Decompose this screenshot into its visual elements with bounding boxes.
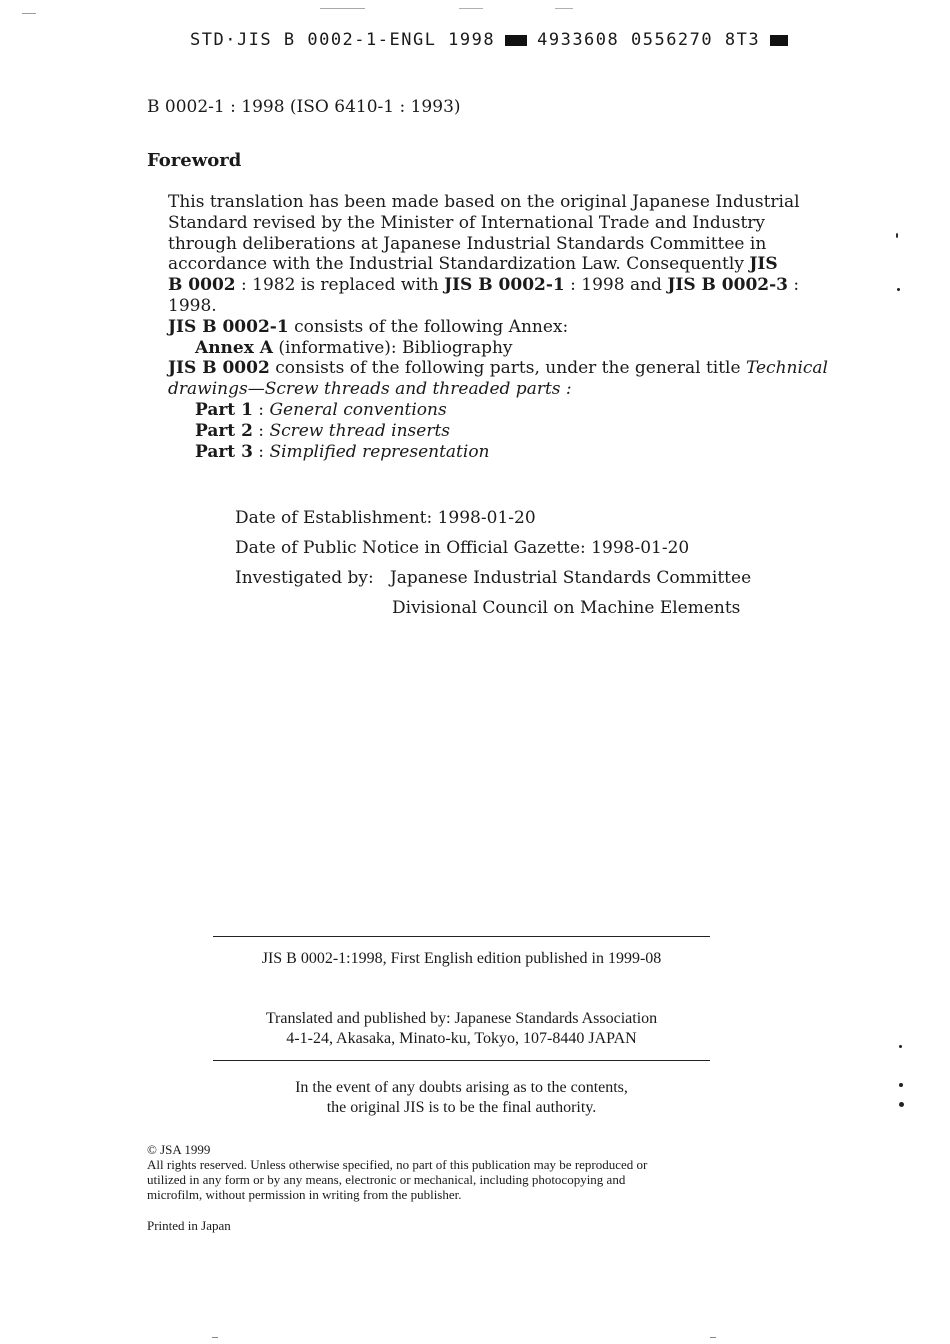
standard-ref: JIS — [749, 254, 778, 275]
foreword-line: through deliberations at Japanese Industrial Standards Committee in — [168, 233, 767, 254]
part-line — [168, 400, 780, 421]
foreword-line — [168, 317, 780, 338]
general-title: Technical — [745, 358, 828, 379]
standard-ref: B 0002 — [168, 275, 236, 296]
foreword-line — [168, 275, 800, 296]
investigated-by-council: Divisional Council on Machine Elements — [392, 598, 741, 618]
standard-ref: JIS B 0002-1 — [168, 316, 289, 337]
scan-artifact — [555, 8, 573, 9]
header-block-mark — [505, 35, 527, 46]
text-run: : 1998 and — [564, 275, 668, 296]
rights-statement: utilized in any form or by any means, electronic or mechanical, including photocopying and — [147, 1172, 626, 1187]
translated-by: Translated and published by: Japanese Standards Association — [265, 1010, 658, 1027]
text-run: : — [788, 275, 800, 296]
standard-ref: JIS B 0002-1 — [444, 275, 565, 296]
edition-line: JIS B 0002-1:1998, First English edition published in 1999-08 — [261, 950, 662, 967]
part-line — [168, 442, 780, 463]
scan-artifact — [710, 1337, 716, 1338]
foreword-heading: Foreword — [147, 150, 242, 171]
copyright-line: © JSA 1999 — [147, 1142, 211, 1157]
foreword-line: Standard revised by the Minister of International Trade and Industry — [168, 212, 766, 233]
part-line — [168, 421, 780, 442]
part-separator: : — [252, 399, 270, 420]
scan-artifact — [212, 1337, 218, 1338]
part-separator: : — [252, 420, 270, 441]
publisher-address: 4-1-24, Akasaka, Minato-ku, Tokyo, 107-8440 JAPAN — [286, 1030, 637, 1047]
rights-statement: All rights reserved. Unless otherwise specified, no part of this publication may be reproduced or — [147, 1157, 648, 1172]
foreword-line — [168, 358, 828, 379]
scan-artifact — [459, 8, 483, 9]
header-serial: 4933608 0556270 8T3 — [537, 30, 761, 50]
standard-ref: JIS B 0002-3 — [667, 275, 789, 296]
general-title: drawings—Screw threads and threaded parts : — [168, 379, 572, 400]
annex-title: (informative): Bibliography — [272, 337, 513, 358]
foreword-line: 1998. — [168, 295, 217, 316]
part-label: Part 2 — [195, 420, 253, 441]
foreword-line — [168, 379, 780, 400]
scan-artifact — [897, 288, 900, 291]
part-separator: : — [252, 441, 270, 462]
part-title: Screw thread inserts — [269, 420, 451, 441]
document-reference: B 0002-1 : 1998 (ISO 6410-1 : 1993) — [147, 97, 461, 117]
header-block-mark — [770, 35, 788, 46]
part-label: Part 1 — [195, 399, 253, 420]
rights-statement: microfilm, without permission in writing from the publisher. — [147, 1187, 462, 1202]
part-label: Part 3 — [195, 441, 253, 462]
date-of-establishment: Date of Establishment: 1998-01-20 — [235, 508, 536, 528]
part-title: General conventions — [269, 399, 447, 420]
authority-note: In the event of any doubts arising as to the contents, — [295, 1079, 628, 1096]
foreword-body — [168, 192, 828, 462]
annex-label: Annex A — [195, 337, 273, 358]
authority-note: the original JIS is to be the final authority. — [326, 1099, 597, 1116]
scan-artifact — [320, 8, 365, 9]
publication-rule-bottom — [213, 1060, 710, 1061]
date-of-public-notice: Date of Public Notice in Official Gazette: 1998-01-20 — [235, 538, 690, 558]
header-standard-id: STD·JIS B 0002-1-ENGL 1998 — [190, 30, 496, 50]
standard-ref: JIS B 0002 — [168, 358, 270, 379]
investigated-by-value: Japanese Industrial Standards Committee — [389, 568, 752, 588]
scan-artifact — [896, 233, 898, 238]
scan-artifact — [22, 13, 36, 14]
annex-line — [168, 338, 780, 359]
printed-in: Printed in Japan — [147, 1218, 231, 1233]
scan-artifact — [899, 1083, 903, 1087]
part-title: Simplified representation — [269, 441, 490, 462]
foreword-line — [168, 254, 780, 275]
scan-artifact — [899, 1045, 902, 1048]
scan-artifact — [899, 1102, 904, 1107]
publication-rule-top — [213, 936, 710, 937]
text-run: accordance with the Industrial Standardization Law. Consequently — [168, 254, 750, 275]
document-header — [190, 26, 790, 54]
investigated-by-label: Investigated by: — [235, 568, 374, 588]
text-run: consists of the following Annex: — [288, 316, 569, 337]
investigated-by — [235, 563, 751, 593]
dates-block — [235, 503, 751, 623]
text-run: : 1982 is replaced with — [235, 275, 445, 296]
text-run: consists of the following parts, under the general title — [269, 358, 746, 379]
foreword-line: This translation has been made based on the original Japanese Industrial — [168, 192, 800, 212]
